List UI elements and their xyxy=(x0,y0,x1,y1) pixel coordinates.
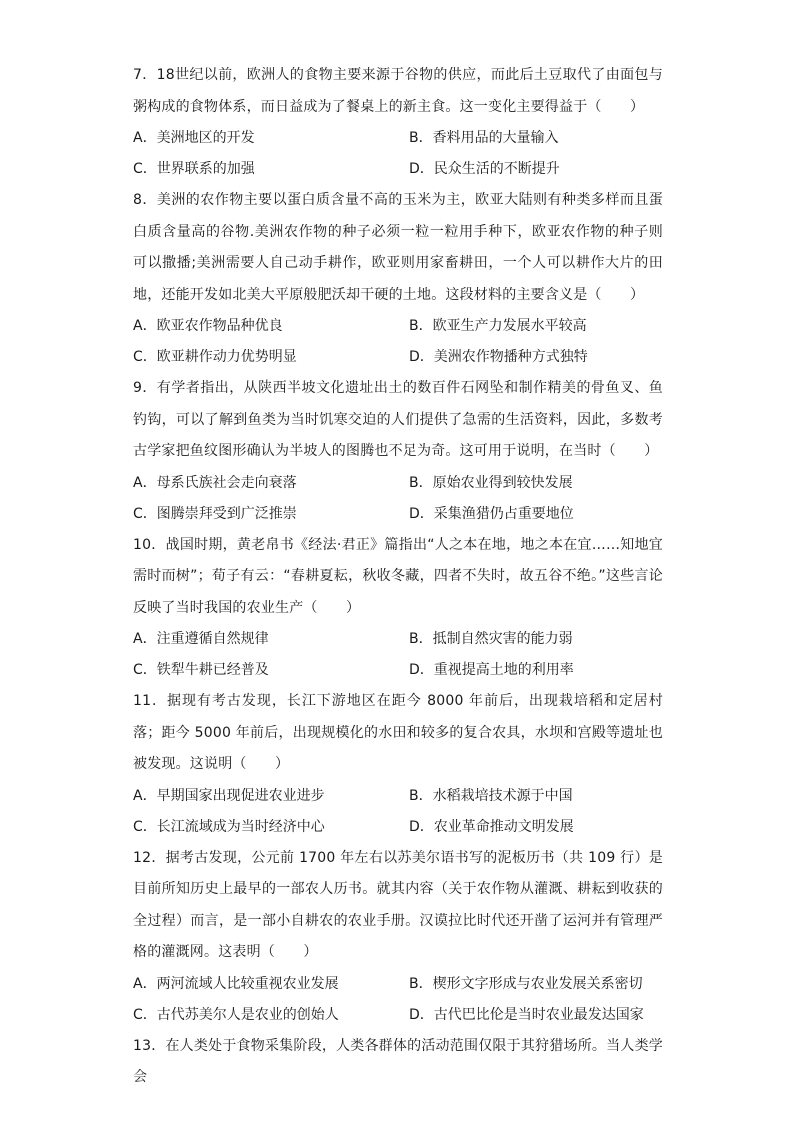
question-12 xyxy=(133,843,663,1031)
question-11 xyxy=(133,686,663,843)
option-d: D．美洲农作物播种方式独特 xyxy=(409,349,588,365)
question-stem: 10．战国时期，黄老帛书《经法·君正》篇指出“人之本在地，地之本在宜……知地宜需时而树”；荀子有云：“春耕夏耘，秋收冬藏，四者不失时，故五谷不绝。”这些言论反映了当时我国的农业生产（ ） xyxy=(133,536,663,616)
question-7 xyxy=(133,60,663,185)
option-b: B．抵制自然灾害的能力弱 xyxy=(409,631,573,647)
option-c: C．古代苏美尔人是农业的创始人 xyxy=(133,1006,339,1023)
options-grid xyxy=(133,468,663,530)
options-grid xyxy=(133,781,663,843)
question-stem: 9．有学者指出，从陕西半坡文化遗址出土的数百件石网坠和制作精美的骨鱼叉、鱼钓钩，可以了解到鱼类为当时饥寒交迫的人们提供了急需的生活资料，因此，多数考古学家把鱼纹图形确认为半坡人的图腾也不足为奇。这可用于说明，在当时（ ） xyxy=(133,380,663,459)
option-a: A．两河流域人比较重视农业发展 xyxy=(133,975,339,992)
option-a: A．欧亚农作物品种优良 xyxy=(133,318,283,334)
option-b: B．楔形文字形成与农业发展关系密切 xyxy=(409,975,643,992)
question-8 xyxy=(133,185,663,373)
option-a: A．注重遵循自然规律 xyxy=(133,631,269,647)
option-d: D．古代巴比伦是当时农业最发达国家 xyxy=(409,1006,644,1023)
question-10 xyxy=(133,530,663,687)
option-c: C．世界联系的加强 xyxy=(133,161,255,177)
question-stem: 8．美洲的农作物主要以蛋白质含量不高的玉米为主，欧亚大陆则有种类多样而且蛋白质含量高的谷物.美洲农作物的种子必须一粒一粒用手种下，欧亚农作物的种子则可以撒播;美洲需要人自己动手耕作，欧亚则用家畜耕田，一个人可以耕作大片的田地，还能开发如北美大平原般肥沃却干硬的土地。这段材料的主要含义是（ ） xyxy=(133,192,663,303)
question-stem: 11．据现有考古发现，长江下游地区在距今 8000 年前后，出现栽培稻和定居村落；距今 5000 年前后，出现规模化的水田和较多的复合农具，水坝和宫殿等遗址也被发现。这说明（ ） xyxy=(133,693,663,772)
option-a: A．美洲地区的开发 xyxy=(133,130,255,146)
question-stem: 12．据考古发现，公元前 1700 年左右以苏美尔语书写的泥板历书（共 109 行）是目前所知历史上最早的一部农人历书。就其内容（关于农作物从灌溉、耕耘到收获的全过程）而言，是一部小自耕农的农业手册。汉谟拉比时代还开凿了运河并有管理严格的灌溉网。这表明（ ） xyxy=(133,849,663,960)
option-c: C．欧亚耕作动力优势明显 xyxy=(133,349,297,365)
option-c: C．铁犁牛耕已经普及 xyxy=(133,662,269,678)
option-c: C．长江流域成为当时经济中心 xyxy=(133,818,325,835)
option-c: C．图腾崇拜受到广泛推崇 xyxy=(133,505,297,522)
question-list xyxy=(133,60,663,1094)
question-stem: 7．18世纪以前，欧洲人的食物主要来源于谷物的供应，而此后土豆取代了由面包与粥构成的食物体系，而日益成为了餐桌上的新主食。这一变化主要得益于（ ） xyxy=(133,67,663,115)
question-stem: 13．在人类处于食物采集阶段，人类各群体的活动范围仅限于其狩猎场所。当人类学会 xyxy=(133,1037,663,1085)
question-13 xyxy=(133,1031,663,1094)
option-b: B．水稻栽培技术源于中国 xyxy=(409,787,573,804)
options-grid xyxy=(133,123,663,185)
option-b: B．欧亚生产力发展水平较高 xyxy=(409,318,587,334)
options-grid xyxy=(133,311,663,373)
option-d: D．民众生活的不断提升 xyxy=(409,161,560,177)
options-grid xyxy=(133,624,663,686)
question-9 xyxy=(133,373,663,530)
option-d: D．重视提高土地的利用率 xyxy=(409,662,574,678)
option-b: B．香料用品的大量输入 xyxy=(409,130,559,146)
option-d: D．农业革命推动文明发展 xyxy=(409,818,574,835)
option-a: A．早期国家出现促进农业进步 xyxy=(133,787,325,804)
option-d: D．采集渔猎仍占重要地位 xyxy=(409,505,574,522)
option-b: B．原始农业得到较快发展 xyxy=(409,474,573,491)
option-a: A．母系氏族社会走向衰落 xyxy=(133,474,297,491)
options-grid xyxy=(133,969,663,1031)
